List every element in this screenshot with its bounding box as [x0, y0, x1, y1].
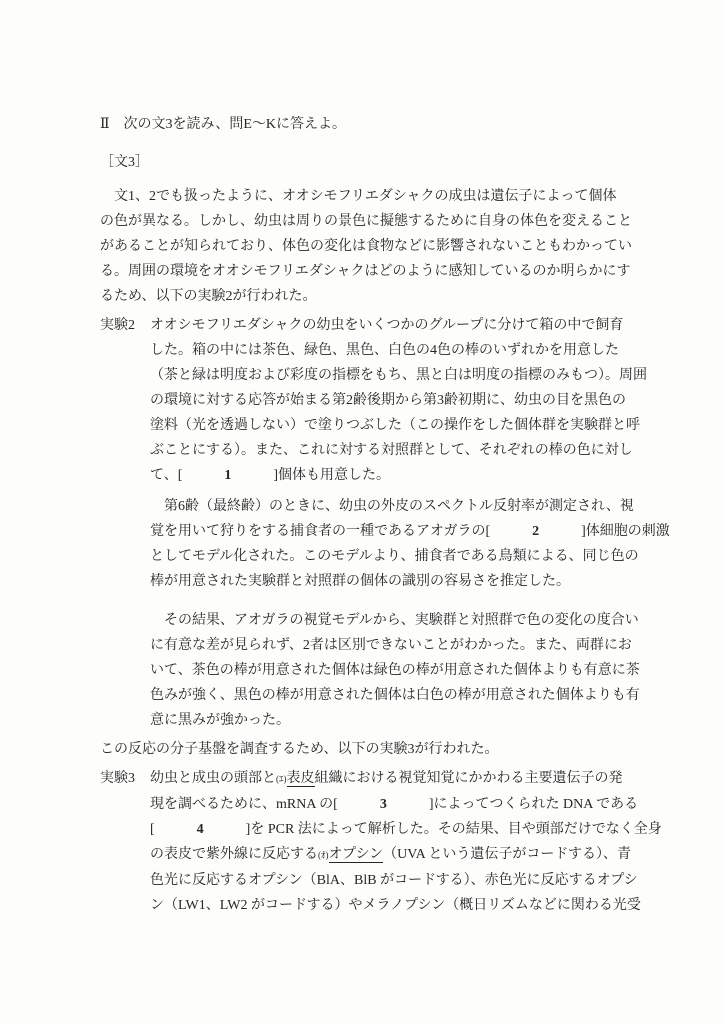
- text-run: した。箱の中には茶色、緑色、黒色、白色の4色の棒のいずれかを用意した: [150, 343, 619, 358]
- text-line: [150, 683, 640, 708]
- text-run: 第6齢（最終齢）のときに、幼虫の外皮のスペクトル反射率が測定され、視: [150, 499, 634, 514]
- text-run: に有意な差が見られず、2者は区別できないことがわかった。また、両群にお: [150, 638, 632, 653]
- text-run: 幼虫と成虫の頭部と: [150, 771, 276, 786]
- underlined-term: オプシン: [328, 847, 384, 862]
- text-line: [150, 893, 641, 918]
- text-line: [150, 313, 628, 338]
- text-run: [: [150, 822, 197, 837]
- text-run: ぶことにする）。また、これに対する対照群として、それぞれの棒の色に対し: [150, 443, 633, 458]
- text-run: オオシモフリエダシャクの幼虫をいくつかのグループに分けて箱の中で飼育: [150, 318, 624, 333]
- text-run: ]体細胞の刺激: [539, 524, 670, 539]
- text-line: [100, 184, 628, 209]
- text-line: [150, 494, 634, 519]
- section-heading: Ⅱ 次の文3を読み、問E～Kに答えよ。: [100, 117, 347, 132]
- text-run: ]個体も用意した。: [231, 468, 391, 483]
- experiment2-label: 実験2: [100, 318, 135, 333]
- text-run: 色みが強く、黒色の棒が用意された個体は白色の棒が用意された個体よりも有: [150, 688, 640, 703]
- text-run: ]を PCR 法によって解析した。その結果、目や頭部だけでなく全身: [203, 822, 662, 837]
- text-run: いて、茶色の棒が用意された個体は緑色の棒が用意された個体よりも有意に茶: [150, 663, 640, 678]
- experiment2-block: [100, 313, 647, 488]
- text-run: ン（LW1、LW2 がコードする）やメラノプシン（概日リズムなどに関わる光受: [150, 898, 641, 913]
- experiment3-label: 実験3: [100, 771, 135, 786]
- text-run: の環境に対する応答が始まる第2齢後期から第3齢初期に、幼虫の目を黒色の: [150, 393, 626, 408]
- text-line: [150, 569, 628, 594]
- document-content: [100, 112, 670, 918]
- text-run: 色光に反応するオプシン（BlA、BlB がコードする）、赤色光に反応するオプシ: [150, 873, 638, 888]
- text-run: 覚を用いて狩りをする捕食者の一種であるアオガラの[: [150, 524, 533, 539]
- text-line: [150, 608, 639, 633]
- experiment3-body: [150, 766, 662, 918]
- text-line: [150, 792, 639, 817]
- text-run: その結果、アオガラの視覚モデルから、実験群と対照群で色の変化の度合い: [150, 613, 639, 628]
- experiment2-body: [150, 313, 647, 488]
- text-line: [150, 868, 638, 893]
- text-line: [100, 284, 628, 309]
- text-line: [150, 413, 640, 438]
- text-run: の色が異なる。しかし、幼虫は周りの景色に擬態するために自身の体色を変えること: [100, 214, 632, 229]
- text-line: [100, 259, 631, 284]
- text-line: [100, 234, 632, 259]
- text-run: 組織における視覚知覚にかかわる主要遺伝子の発: [314, 771, 623, 786]
- text-line: [150, 388, 628, 413]
- underlined-term: 表皮: [286, 771, 315, 786]
- text-line: [150, 463, 628, 488]
- text-run: の表皮で紫外線に反応する: [150, 847, 318, 862]
- text-line: [150, 633, 632, 658]
- text-run: 塗料（光を透過しない）で塗りつぶした（この操作をした個体群を実験群と呼: [150, 418, 640, 433]
- paragraph-intro: [100, 184, 632, 309]
- text-line: [150, 363, 647, 388]
- blank-number: 3: [379, 797, 387, 812]
- text-run: て、[: [150, 468, 225, 483]
- text-run: ]によってつくられた DNA である: [386, 797, 639, 812]
- annotation-marker: (ｴ): [276, 774, 287, 784]
- text-line: [150, 544, 639, 569]
- transition-sentence: この反応の分子基盤を調査するため、以下の実験3が行われた。: [100, 742, 499, 757]
- text-line: [150, 842, 632, 868]
- text-line: [150, 708, 628, 733]
- text-line: [150, 817, 662, 842]
- text-run: 現を調べるために、mRNA の[: [150, 797, 380, 812]
- text-line: [100, 209, 632, 234]
- text-run: る。周囲の環境をオオシモフリエダシャクはどのように感知しているのか明らかにす: [100, 264, 631, 279]
- experiment3-block: [100, 766, 662, 918]
- passage-label: ［文3］: [100, 155, 149, 170]
- text-line: [150, 438, 633, 463]
- text-line: [150, 766, 628, 792]
- text-run: 意に黒みが強かった。: [150, 713, 290, 728]
- text-run: るため、以下の実験2が行われた。: [100, 289, 317, 304]
- text-run: （茶と緑は明度および彩度の指標をもち、黒と白は明度の指標のみもつ）。周囲: [150, 368, 647, 383]
- text-run: （UVA という遺伝子がコードする）、青: [383, 847, 632, 862]
- text-line: [150, 519, 670, 544]
- blank-number: 1: [224, 468, 232, 483]
- text-run: としてモデル化された。このモデルより、捕食者である鳥類による、同じ色の: [150, 549, 639, 564]
- paragraph-instar6: [150, 494, 670, 594]
- text-run: があることが知られており、体色の変化は食物などに影響されないこともわかってい: [100, 239, 632, 254]
- paragraph-results: [150, 608, 640, 733]
- blank-number: 4: [196, 822, 204, 837]
- annotation-marker: (ｵ): [318, 850, 329, 860]
- text-run: 文1、2でも扱ったように、オオシモフリエダシャクの成虫は遺伝子によって個体: [100, 189, 617, 204]
- blank-number: 2: [532, 524, 540, 539]
- text-line: [150, 658, 640, 683]
- text-line: [150, 338, 628, 363]
- text-run: 棒が用意された実験群と対照群の個体の識別の容易さを推定した。: [150, 574, 570, 589]
